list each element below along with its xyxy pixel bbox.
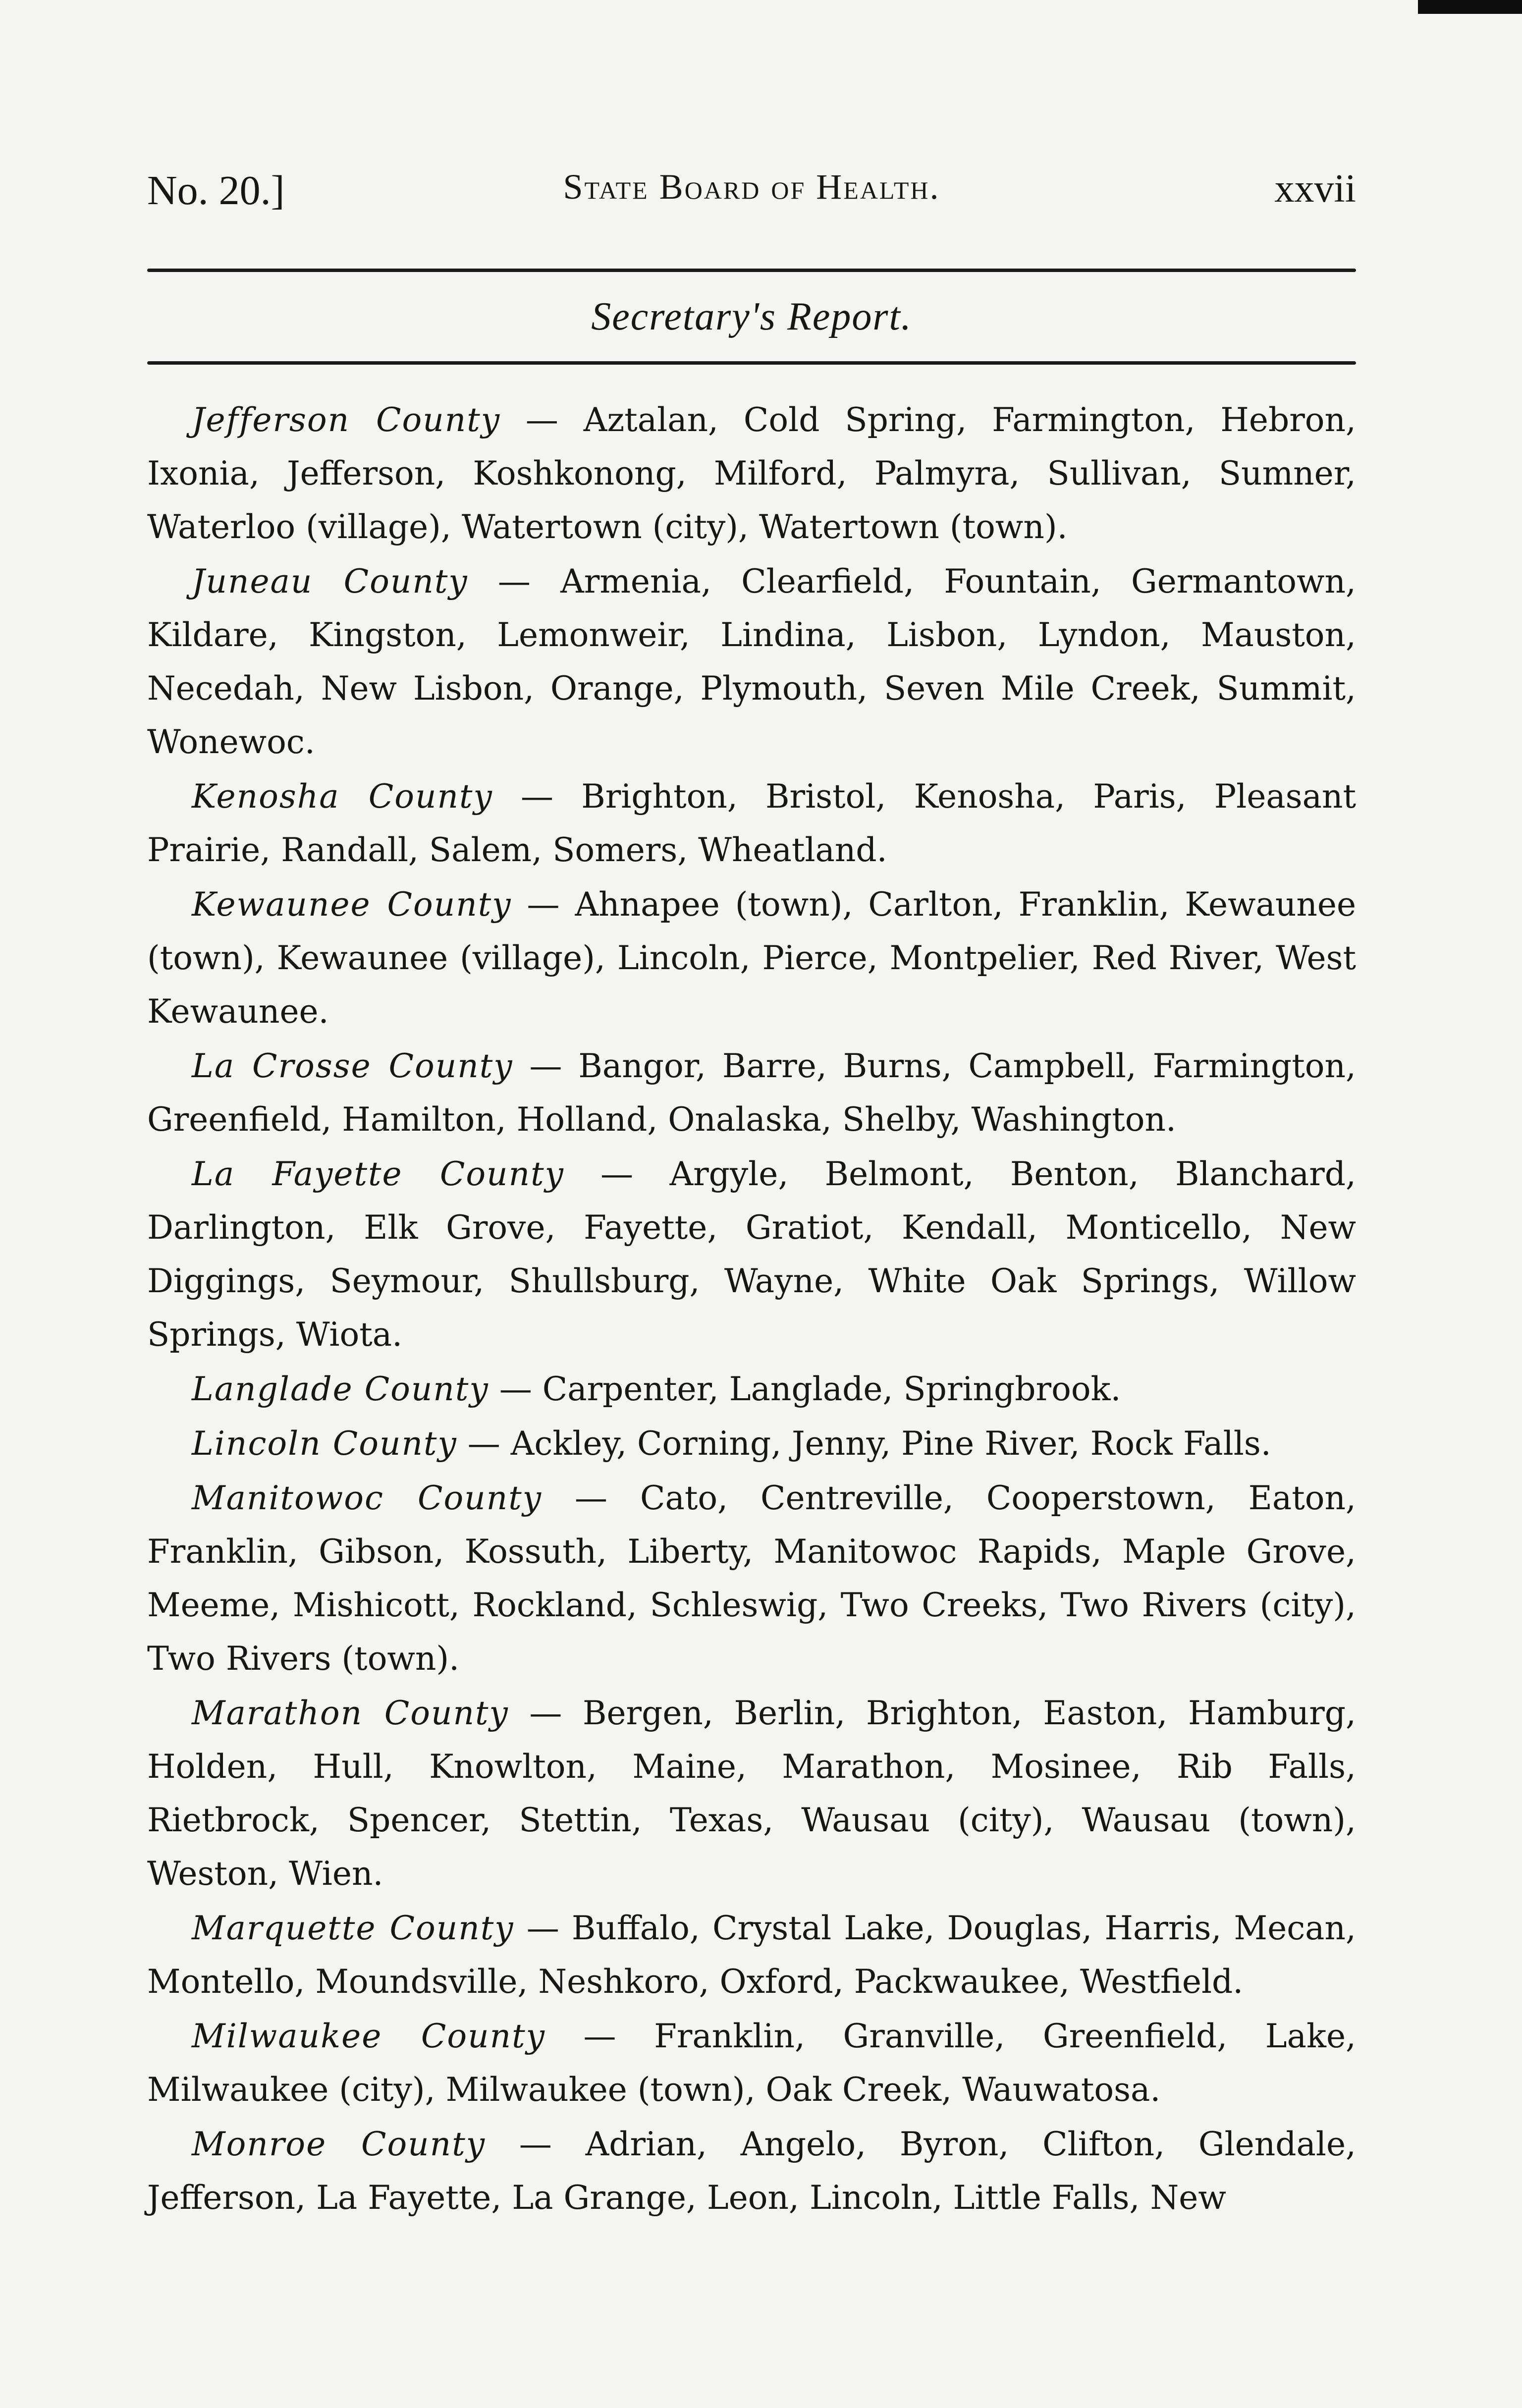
town-list: Buffalo, Crystal Lake, Douglas, Harris, Mecan, Montello, Moundsville, Neshkoro, Oxford, Packwaukee, Westfield. xyxy=(147,1909,1356,2001)
county-name: Manitowoc County xyxy=(192,1479,543,1517)
county-entry: Langlade County — Carpenter, Langlade, Springbrook. xyxy=(192,1370,1121,1408)
county-entry: Marathon County — Bergen, Berlin, Brighton, Easton, Hamburg, Holden, Hull, Knowlton, Maine, Marathon, Mosinee, Rib Falls, Rietbrock, Spencer, Stettin, Texas, Wausau (city), Wausau (town), Weston, Wien. xyxy=(147,1694,1356,1893)
county-entry: Jefferson County — Aztalan, Cold Spring, Farmington, Hebron, Ixonia, Jefferson, Koshkonong, Milford, Palmyra, Sullivan, Sumner, Waterloo (village), Watertown (city), Watertown (town). xyxy=(147,401,1356,546)
town-list: Aztalan, Cold Spring, Farmington, Hebron, Ixonia, Jefferson, Koshkonong, Milford, Palmyra, Sullivan, Sumner, Waterloo (village), Watertown (city), Watertown (town). xyxy=(147,401,1356,546)
town-list: Armenia, Clearfield, Fountain, Germantown, Kildare, Kingston, Lemonweir, Lindina, Lisbon, Lyndon, Mauston, Necedah, New Lisbon, Orange, Plymouth, Seven Mile Creek, Summit, Wonewoc. xyxy=(147,562,1356,761)
town-list: Argyle, Belmont, Benton, Blanchard, Darlington, Elk Grove, Fayette, Gratiot, Kendall, Monticello, New Diggings, Seymour, Shullsburg, Wayne, White Oak Springs, Willow Springs, Wiota. xyxy=(147,1155,1357,1354)
county-name: Milwaukee County xyxy=(192,2017,545,2055)
county-name: Marquette County xyxy=(192,1909,514,1947)
county-name: La Crosse County xyxy=(192,1047,513,1085)
county-name: Monroe County xyxy=(192,2125,486,2163)
town-list: Adrian, Angelo, Byron, Clifton, Glendale, Jefferson, La Fayette, La Grange, Leon, Lincoln, Little Falls, New xyxy=(147,2125,1356,2217)
top-rule xyxy=(147,269,1356,272)
town-list: Brighton, Bristol, Kenosha, Paris, Pleasant Prairie, Randall, Salem, Somers, Wheatland. xyxy=(147,777,1356,869)
county-entry: La Fayette County — Argyle, Belmont, Benton, Blanchard, Darlington, Elk Grove, Fayette, Gratiot, Kendall, Monticello, New Diggings, Seymour, Shullsburg, Wayne, White Oak Springs, Willow Springs, Wiota. xyxy=(147,1155,1357,1354)
page-number: xxvii xyxy=(1274,167,1356,211)
county-entry: Marquette County — Buffalo, Crystal Lake, Douglas, Harris, Mecan, Montello, Moundsville, Neshkoro, Oxford, Packwaukee, Westfield. xyxy=(147,1909,1356,2001)
section-title: Secretary's Report. xyxy=(591,295,912,338)
county-name: Lincoln County xyxy=(192,1424,457,1463)
running-title: State Board of Health. xyxy=(563,167,940,207)
county-name: Juneau County xyxy=(192,562,468,601)
county-name: Jefferson County xyxy=(192,401,501,439)
scan-edge-mark xyxy=(1418,0,1522,14)
county-list xyxy=(147,393,1356,2225)
county-entry: Milwaukee County — Franklin, Granville, Greenfield, Lake, Milwaukee (city), Milwaukee (town), Oak Creek, Wauwatosa. xyxy=(147,2017,1356,2109)
county-entry: Kenosha County — Brighton, Bristol, Kenosha, Paris, Pleasant Prairie, Randall, Salem, Somers, Wheatland. xyxy=(147,777,1356,869)
county-entry: Monroe County — Adrian, Angelo, Byron, Clifton, Glendale, Jefferson, La Fayette, La Grange, Leon, Lincoln, Little Falls, New xyxy=(147,2125,1356,2217)
book-page xyxy=(147,164,1356,2226)
town-list: Ackley, Corning, Jenny, Pine River, Rock Falls. xyxy=(510,1424,1271,1463)
county-name: Langlade County xyxy=(192,1370,489,1408)
town-list: Cato, Centreville, Cooperstown, Eaton, Franklin, Gibson, Kossuth, Liberty, Manitowoc Rapids, Maple Grove, Meeme, Mishicott, Rockland, Schleswig, Two Creeks, Two Rivers (city), Two Rivers (town). xyxy=(147,1479,1357,1678)
county-name: Kewaunee County xyxy=(192,885,512,924)
county-entry: Manitowoc County — Cato, Centreville, Cooperstown, Eaton, Franklin, Gibson, Kossuth, Liberty, Manitowoc Rapids, Maple Grove, Meeme, Mishicott, Rockland, Schleswig, Two Creeks, Two Rivers (city), Two Rivers (town). xyxy=(147,1479,1357,1678)
county-entry: Kewaunee County — Ahnapee (town), Carlton, Franklin, Kewaunee (town), Kewaunee (village), Lincoln, Pierce, Montpelier, Red River, West Kewaunee. xyxy=(147,885,1356,1031)
county-name: Kenosha County xyxy=(192,777,493,816)
town-list: Carpenter, Langlade, Springbrook. xyxy=(542,1370,1121,1408)
town-list: Ahnapee (town), Carlton, Franklin, Kewaunee (town), Kewaunee (village), Lincoln, Pierce, Montpelier, Red River, West Kewaunee. xyxy=(147,885,1356,1031)
county-entry: Lincoln County — Ackley, Corning, Jenny, Pine River, Rock Falls. xyxy=(192,1424,1271,1463)
county-name: La Fayette County xyxy=(192,1155,564,1193)
document-number: No. 20.] xyxy=(147,167,285,214)
county-entry: Juneau County — Armenia, Clearfield, Fountain, Germantown, Kildare, Kingston, Lemonweir, Lindina, Lisbon, Lyndon, Mauston, Necedah, New Lisbon, Orange, Plymouth, Seven Mile Creek, Summit, Wonewoc. xyxy=(147,562,1356,761)
county-name: Marathon County xyxy=(192,1694,509,1732)
town-list: Bergen, Berlin, Brighton, Easton, Hamburg, Holden, Hull, Knowlton, Maine, Marathon, Mosinee, Rib Falls, Rietbrock, Spencer, Stettin, Texas, Wausau (city), Wausau (town), Weston, Wien. xyxy=(147,1694,1356,1893)
town-list: Bangor, Barre, Burns, Campbell, Farmington, Greenfield, Hamilton, Holland, Onalaska, Shelby, Washington. xyxy=(147,1047,1356,1139)
town-list: Franklin, Granville, Greenfield, Lake, Milwaukee (city), Milwaukee (town), Oak Creek, Wauwatosa. xyxy=(147,2017,1356,2109)
section-rule xyxy=(147,361,1356,365)
county-entry: La Crosse County — Bangor, Barre, Burns, Campbell, Farmington, Greenfield, Hamilton, Holland, Onalaska, Shelby, Washington. xyxy=(147,1047,1356,1139)
running-head xyxy=(147,164,1356,223)
